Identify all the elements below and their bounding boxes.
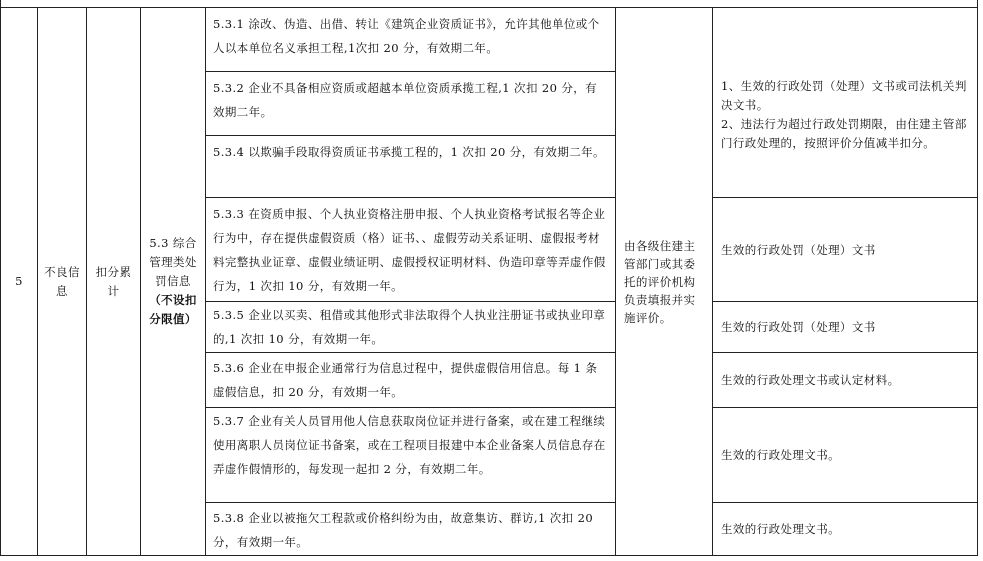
requirement-cell bbox=[712, 502, 978, 556]
requirement-text: 生效的行政处理文书。 bbox=[721, 448, 840, 462]
requirement-text: 生效的行政处罚（处理）文书 bbox=[721, 320, 876, 334]
group-label: 5.3 综合管理类处罚信息 bbox=[149, 236, 197, 288]
item-cell bbox=[205, 407, 616, 503]
item-cell bbox=[205, 352, 616, 408]
item-cell bbox=[205, 71, 616, 136]
type-label: 扣分累计 bbox=[95, 264, 132, 298]
item-text: 5.3.2 企业不具备相应资质或超越本单位资质承揽工程,1 次扣 20 分，有效期二年。 bbox=[213, 81, 598, 119]
requirement-text: 生效的行政处理文书或认定材料。 bbox=[721, 373, 900, 387]
requirement-text: 生效的行政处理文书。 bbox=[721, 522, 840, 536]
item-cell bbox=[205, 135, 616, 198]
requirement-text: 生效的行政处罚（处理）文书 bbox=[721, 242, 876, 257]
requirement-cell bbox=[712, 197, 978, 302]
requirement-cell bbox=[712, 7, 978, 198]
item-text: 5.3.5 企业以买卖、租借或其他形式非法取得个人执业注册证书或执业印章的,1 次扣 10 分，有效期一年。 bbox=[213, 308, 606, 346]
item-text: 5.3.7 企业有关人员冒用他人信息获取岗位证并进行备案，或在建工程继续使用离职人员岗位证书备案，或在工程项目报建中本企业备案人员信息存在弄虚作假情形的，每发现一起扣 2 分，有效期二年。 bbox=[213, 414, 606, 476]
group-note: （不设扣分限值） bbox=[149, 293, 197, 326]
type-cell bbox=[86, 7, 141, 556]
requirement-cell bbox=[712, 407, 978, 503]
group-cell bbox=[140, 7, 206, 556]
item-text: 5.3.6 企业在申报企业通常行为信息过程中，提供虚假信用信息。每 1 条虚假信息，扣 20 分，有效期一年。 bbox=[213, 361, 598, 399]
responsible-text: 由各级住建主管部门或其委托的评价机构负责填报并实施评价。 bbox=[624, 238, 696, 325]
requirement-text: 1、生效的行政处罚（处理）文书或司法机关判决文书。 2、违法行为超过行政处罚期限，由住建主管部门行政处理的，按照评价分值减半扣分。 bbox=[721, 79, 967, 150]
row-index: 5 bbox=[15, 274, 23, 288]
item-cell bbox=[205, 197, 616, 302]
item-text: 5.3.8 企业以被拖欠工程款或价格纠纷为由，故意集访、群访,1 次扣 20 分，有效期一年。 bbox=[213, 511, 594, 549]
item-cell bbox=[205, 502, 616, 556]
requirement-cell bbox=[712, 352, 978, 408]
category-label: 不良信息 bbox=[44, 264, 80, 298]
requirement-cell bbox=[712, 301, 978, 353]
responsible-cell bbox=[615, 7, 713, 556]
item-text: 5.3.3 在资质申报、个人执业资格注册申报、个人执业资格考试报名等企业行为中，存在提供虚假资质（格）证书、、虚假劳动关系证明、虚假报考材料完整执业证章、虚假业绩证明、虚假授权证明材料、伪造印章等弄虚作假行为，1 次扣 10 分，有效期一年。 bbox=[213, 207, 606, 293]
item-cell bbox=[205, 301, 616, 353]
item-cell bbox=[205, 7, 616, 72]
item-text: 5.3.1 涂改、伪造、出借、转让《建筑企业资质证书》，允许其他单位或个人以本单位名义承担工程,1次扣 20 分，有效期二年。 bbox=[213, 17, 600, 55]
row-index-cell bbox=[0, 7, 38, 556]
category-cell bbox=[37, 7, 87, 556]
item-text: 5.3.4 以欺骗手段取得资质证书承揽工程的，1 次扣 20 分，有效期二年。 bbox=[213, 145, 605, 159]
